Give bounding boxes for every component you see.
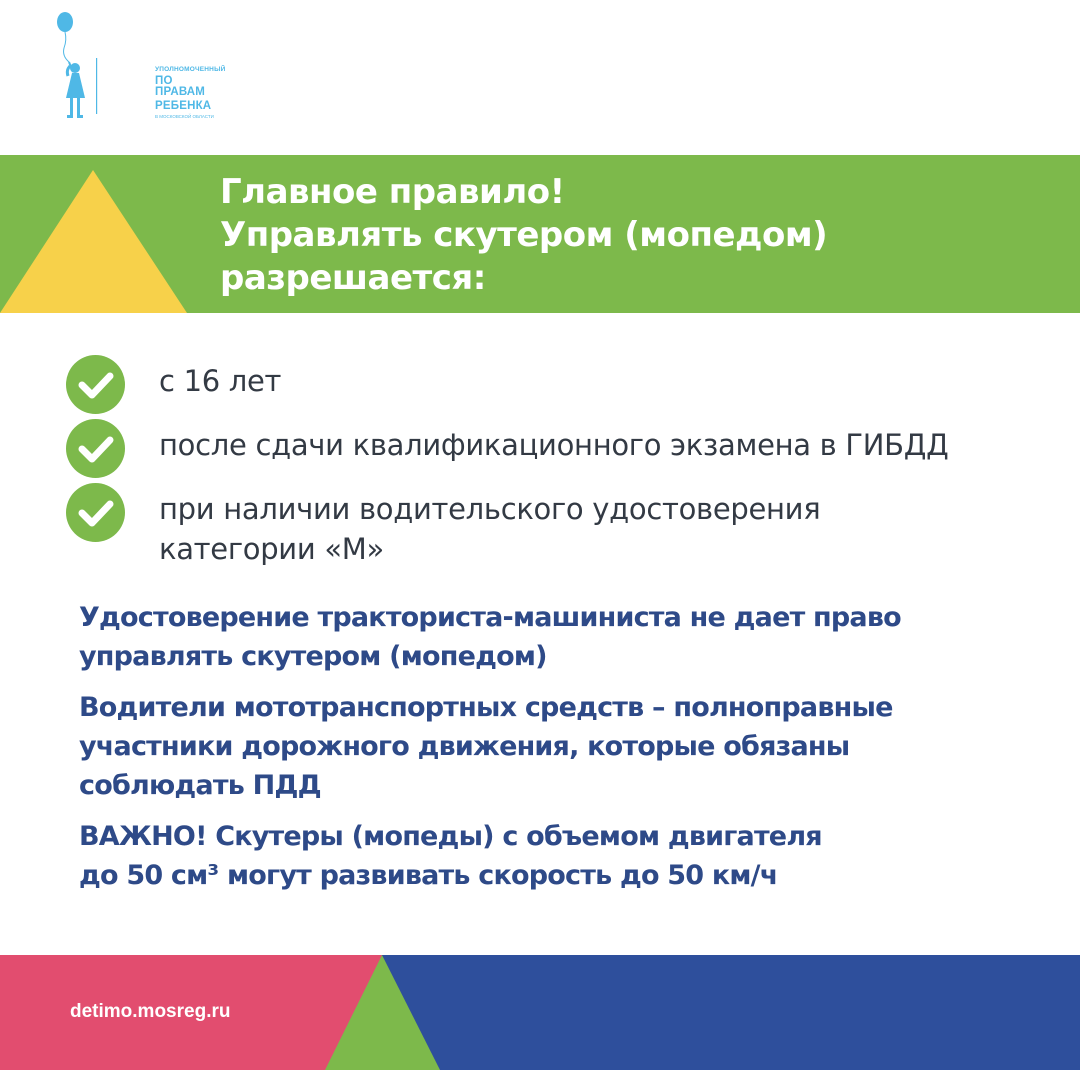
notes [79,598,1039,907]
condition-item [66,483,1056,583]
note-line: Удостоверение тракториста-машиниста не дает право [79,602,901,633]
note-line: управлять скутером (мопедом) [79,641,547,672]
note-line: до 50 см³ могут развивать скорость до 50 км/ч [79,860,778,891]
condition-item [66,419,1056,483]
banner-line-2: Управлять скутером (мопедом) [220,215,828,255]
banner-line-3: разрешается: [220,258,486,298]
logo-line-4: В МОСКОВСКОЙ ОБЛАСТИ [155,114,214,119]
note-line: ВАЖНО! Скутеры (мопеды) с объемом двигателя [79,821,822,852]
condition-line: категории «М» [159,532,384,566]
note-line: участники дорожного движения, которые обязаны [79,731,850,762]
condition-line: после сдачи квалификационного экзамена в ГИБДД [159,428,949,462]
condition-text [159,425,948,465]
note-paragraph [79,598,1039,676]
logo-line-3: РЕБЕНКА [155,99,212,112]
logo-text [155,67,226,120]
condition-item [66,355,1056,419]
yellow-triangle-decoration [0,155,200,313]
note-paragraph [79,688,1039,805]
note-line: Водители мототранспортных средств – полноправные [79,692,893,723]
logo [52,10,226,125]
condition-line: с 16 лет [159,364,282,398]
condition-line: при наличии водительского удостоверения [159,492,821,526]
logo-line-1: УПОЛНОМОЧЕННЫЙ [155,66,226,73]
check-icon [66,419,125,478]
footer [0,955,1080,1070]
logo-line-2: ПО ПРАВАМ [155,74,206,98]
website-link[interactable]: detimo.mosreg.ru [70,1001,231,1022]
note-paragraph [79,817,1039,895]
girl-with-balloon-icon [52,10,112,125]
note-line: соблюдать ПДД [79,770,321,801]
conditions-list [66,355,1056,583]
check-icon [66,483,125,542]
condition-text [159,489,820,569]
banner-title [220,171,827,300]
condition-text [159,361,281,401]
banner-line-1: Главное правило! [220,172,565,212]
main-rule-banner [0,155,1080,313]
check-icon [66,355,125,414]
